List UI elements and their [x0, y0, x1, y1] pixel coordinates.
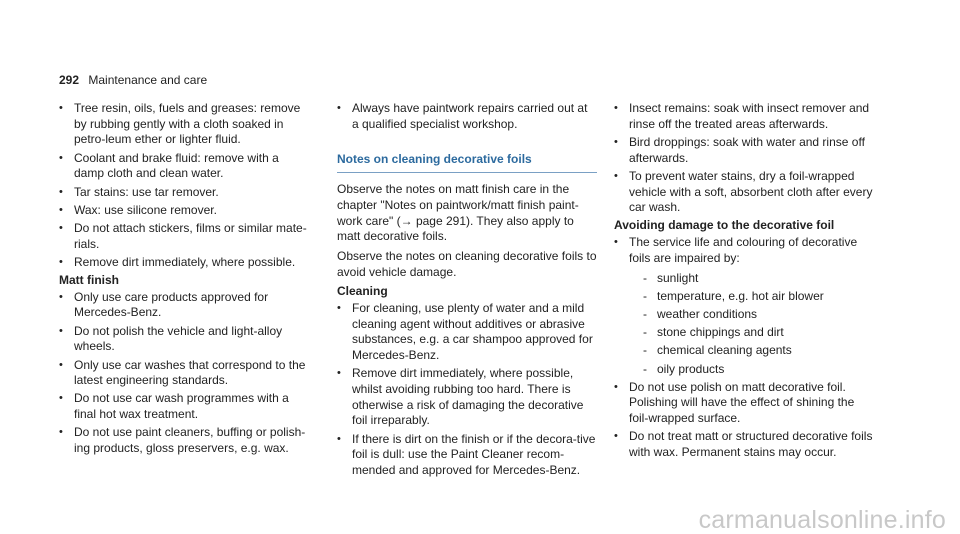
list-item: • For cleaning, use plenty of water and a mild cleaning agent without additives or abrasive substances, e.g. a car shampoo approved for Mercedes-Benz.	[337, 301, 597, 364]
list-item: • Always have paintwork repairs carried out at a qualified specialist workshop.	[337, 101, 597, 132]
cleaning-heading: Cleaning	[337, 284, 388, 299]
list-item: • Coolant and brake fluid: remove with a damp cloth and clean water.	[59, 151, 311, 182]
list-item: • To prevent water stains, dry a foil-wrapped vehicle with a soft, absorbent cloth after every car wash.	[614, 169, 874, 216]
list-item: • Do not treat matt or structured decorative foils with wax. Permanent stains may occur.	[614, 429, 874, 460]
page-header	[59, 73, 207, 89]
watermark: carmanualsonline.info	[698, 506, 946, 534]
dash-item: - oily products	[643, 362, 874, 378]
list-item: • Bird droppings: soak with water and rinse off afterwards.	[614, 135, 874, 166]
dash-item: - weather conditions	[643, 307, 874, 323]
dash-item: - sunlight	[643, 271, 874, 287]
impairment-dash-list	[629, 271, 874, 378]
avoiding-damage-heading: Avoiding damage to the decorative foil	[614, 218, 835, 233]
decorative-foils-section-title: Notes on cleaning decorative foils	[337, 152, 597, 173]
list-item: • Insect remains: soak with insect remover and rinse off the treated areas afterwards.	[614, 101, 874, 132]
cleaning-list	[337, 301, 597, 479]
list-item: • Do not use paint cleaners, buffing or polish-ing products, gloss preservers, e.g. wax.	[59, 425, 311, 456]
service-life-text: The service life and colouring of decorative foils are impaired by:	[629, 235, 858, 265]
list-item: • Only use car washes that correspond to the latest engineering standards.	[59, 358, 311, 389]
list-item: • Remove dirt immediately, where possible, whilst avoiding rubbing too hard. There is otherwise a risk of damaging the decorative foil irreparably.	[337, 366, 597, 429]
dash-item: - chemical cleaning agents	[643, 343, 874, 359]
foil-care-list	[614, 101, 874, 216]
list-item: • Do not polish the vehicle and light-alloy wheels.	[59, 324, 311, 355]
list-item: • Tree resin, oils, fuels and greases: remove by rubbing gently with a cloth soaked in petro-leum ether or lighter fluid.	[59, 101, 311, 148]
list-item	[614, 235, 874, 377]
column-2	[337, 101, 597, 481]
paragraph: Observe the notes on cleaning decorative foils to avoid vehicle damage.	[337, 248, 597, 279]
dash-item: - temperature, e.g. hot air blower	[643, 289, 874, 305]
column-3	[614, 101, 874, 463]
dash-item: - stone chippings and dirt	[643, 325, 874, 341]
list-item: • Wax: use silicone remover.	[59, 203, 311, 219]
list-item: • Do not attach stickers, films or similar mate-rials.	[59, 221, 311, 252]
care-bullet-list	[59, 101, 311, 271]
column-1	[59, 101, 311, 459]
damage-list	[614, 235, 874, 461]
list-item: • Do not use polish on matt decorative foil. Polishing will have the effect of shining the foil-wrapped surface.	[614, 380, 874, 427]
list-item: • Tar stains: use tar remover.	[59, 185, 311, 201]
repair-bullet-list	[337, 101, 597, 132]
list-item: • If there is dirt on the finish or if the decora-tive foil is dull: use the Paint Cleaner recom-mended and approved for Mercedes-Benz.	[337, 432, 597, 479]
list-item: • Remove dirt immediately, where possible.	[59, 255, 311, 271]
matt-finish-heading: Matt finish	[59, 273, 119, 288]
matt-finish-list	[59, 290, 311, 457]
paragraph: Observe the notes on matt finish care in the chapter "Notes on paintwork/matt finish paint-work care" (→ page 291). They also apply to matt decorative foils.	[337, 182, 579, 244]
list-item: • Only use care products approved for Mercedes-Benz.	[59, 290, 311, 321]
page-number: 292	[59, 73, 80, 87]
list-item: • Do not use car wash programmes with a final hot wax treatment.	[59, 391, 311, 422]
section-title: Maintenance and care	[88, 73, 208, 87]
